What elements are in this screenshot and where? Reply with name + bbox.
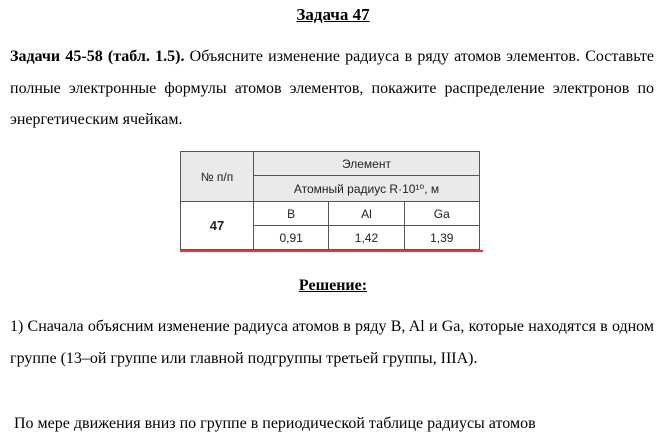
table-radius-ga: 1,39: [404, 226, 479, 250]
element-radius-table: [180, 151, 480, 250]
table-radius-b: 0,91: [254, 226, 329, 250]
solution-paragraph-1: 1) Сначала объясним изменение радиуса атомов в ряду B, Al и Ga, которые находятся в одном группе (13–ой группе или главной подгруппы третьей группы, IIIA).: [10, 318, 654, 367]
task-text: Объясните изменение радиуса в ряду атомов элементов. Составьте полные электронные формулы атомов элементов, покажите распределение электронов по энергетическим ячейкам.: [10, 48, 654, 128]
table-radius-al: 1,42: [329, 226, 404, 250]
solution-heading: Решение:: [298, 277, 368, 294]
table-red-underline: [180, 250, 483, 252]
table-row-number: 47: [181, 202, 254, 250]
task-reference: Задачи 45-58 (табл. 1.5).: [10, 48, 185, 65]
table-element-b: B: [254, 202, 329, 226]
table-header-number: № п/п: [181, 152, 254, 202]
table-header-radius: Атомный радиус R·10¹⁰, м: [254, 176, 480, 202]
solution-paragraph-2: По мере движения вниз по группе в периодической таблице радиусы атомов: [14, 415, 536, 432]
table-element-al: Al: [329, 202, 404, 226]
task-paragraph: [10, 41, 654, 136]
problem-title: Задача 47: [296, 5, 370, 24]
data-table-image: [180, 151, 485, 252]
table-header-element: Элемент: [254, 152, 480, 176]
table-element-ga: Ga: [404, 202, 479, 226]
